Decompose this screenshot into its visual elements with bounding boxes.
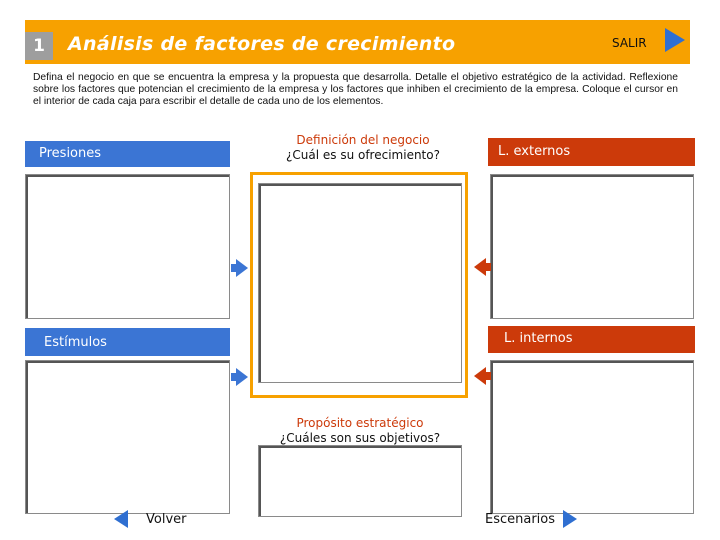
strategic-purpose-label: [255, 416, 465, 446]
exit-arrow-icon[interactable]: [665, 28, 685, 52]
arrow-right-icon: [236, 259, 248, 277]
step-number-badge: 1: [25, 32, 53, 60]
instructions-text: Defina el negocio en que se encuentra la empresa y la propuesta que desarrolla. Detalle el objetivo estratégico de la actividad. Reflexione sobre los factores que potencian el crecimiento de la empresa y los factores que inhiben el crecimiento de la empresa. Coloque el cursor en el interior de cada caja para escribir el detalle de cada uno de los elementos.: [33, 72, 678, 107]
externos-textbox[interactable]: [490, 174, 694, 319]
arrow-right-icon: [236, 368, 248, 386]
purpose-title: Propósito estratégico: [296, 416, 424, 430]
next-arrow-icon[interactable]: [563, 510, 577, 528]
business-definition-label: [258, 133, 468, 163]
next-button[interactable]: Escenarios: [485, 512, 556, 527]
internos-textbox[interactable]: [490, 360, 694, 514]
business-textbox[interactable]: [258, 183, 462, 383]
externos-arrow-stem: [485, 263, 491, 271]
page-title: Análisis de factores de crecimiento: [68, 33, 456, 55]
estimulos-header: Estímulos: [25, 328, 230, 356]
business-title: Definición del negocio: [296, 133, 430, 147]
presiones-textbox[interactable]: [25, 174, 230, 319]
estimulos-textbox[interactable]: [25, 360, 230, 514]
externos-header: L. externos: [488, 138, 695, 166]
business-question: ¿Cuál es su ofrecimiento?: [286, 148, 440, 162]
purpose-textbox[interactable]: [258, 445, 462, 517]
internos-header: L. internos: [488, 326, 695, 353]
internos-arrow-stem: [485, 372, 491, 380]
purpose-question: ¿Cuáles son sus objetivos?: [279, 431, 441, 445]
exit-label[interactable]: SALIR: [612, 36, 647, 50]
back-arrow-icon[interactable]: [114, 510, 128, 528]
presiones-header: Presiones: [25, 141, 230, 167]
back-button[interactable]: Volver: [146, 512, 187, 527]
